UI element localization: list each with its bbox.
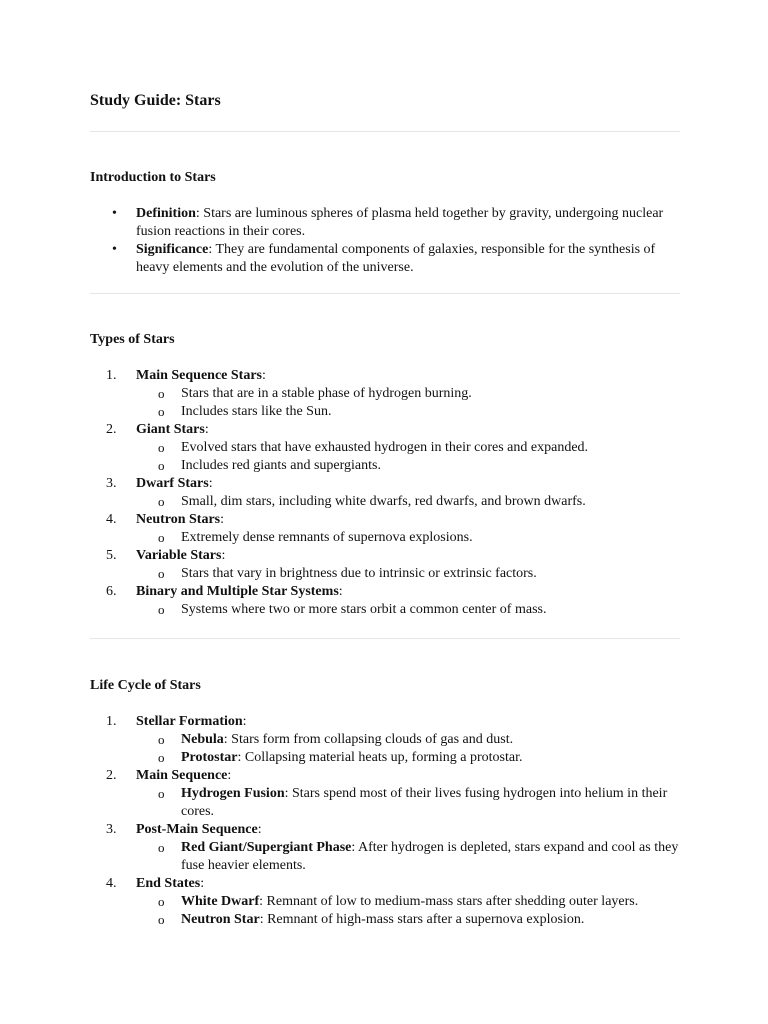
- section-heading-lifecycle: Life Cycle of Stars: [90, 678, 201, 693]
- sub-item-text: Small, dim stars, including white dwarfs, red dwarfs, and brown dwarfs.: [181, 494, 586, 509]
- circle-bullet-icon: o: [158, 530, 165, 545]
- item-number: 4.: [106, 512, 117, 527]
- sub-item-term: Protostar: [181, 750, 238, 765]
- sub-item-text: : After hydrogen is depleted, stars expand and cool as they fuse heavier elements.: [181, 840, 679, 873]
- divider: [90, 131, 680, 132]
- circle-bullet-icon: o: [158, 894, 165, 909]
- section-heading-intro: Introduction to Stars: [90, 170, 216, 185]
- sub-item-term: Nebula: [181, 732, 224, 747]
- list-item: [90, 421, 680, 475]
- sub-item-text: : Remnant of high-mass stars after a supernova explosion.: [259, 912, 585, 927]
- sub-list: [136, 601, 680, 619]
- sub-item: [90, 493, 680, 511]
- item-term: Neutron Stars: [136, 512, 221, 527]
- item-suffix: :: [338, 584, 343, 599]
- sub-item: [90, 785, 680, 821]
- item-suffix: :: [227, 768, 232, 783]
- item-term: Binary and Multiple Star Systems: [136, 584, 339, 599]
- sub-item: [90, 911, 680, 929]
- list-item: [90, 583, 680, 619]
- item-number: 1.: [106, 368, 117, 383]
- list-item: [90, 241, 680, 277]
- section-heading-types: Types of Stars: [90, 332, 175, 347]
- sub-item-term: Neutron Star: [181, 912, 260, 927]
- list-item: [90, 475, 680, 511]
- list-item: [90, 767, 680, 821]
- sub-list: [136, 565, 680, 583]
- bullet-icon: •: [112, 206, 117, 221]
- circle-bullet-icon: o: [158, 440, 165, 455]
- item-number: 3.: [106, 476, 117, 491]
- sub-item-text: Includes stars like the Sun.: [181, 404, 332, 419]
- item-suffix: :: [242, 714, 247, 729]
- circle-bullet-icon: o: [158, 602, 165, 617]
- sub-list: [136, 529, 680, 547]
- item-number: 1.: [106, 714, 117, 729]
- list-item: [90, 367, 680, 421]
- item-number: 6.: [106, 584, 117, 599]
- sub-item: [90, 565, 680, 583]
- item-suffix: :: [200, 876, 205, 891]
- sub-list: [136, 439, 680, 475]
- sub-item: [90, 749, 680, 767]
- sub-item-text: Stars that are in a stable phase of hydrogen burning.: [181, 386, 472, 401]
- item-number: 3.: [106, 822, 117, 837]
- item-number: 5.: [106, 548, 117, 563]
- circle-bullet-icon: o: [158, 494, 165, 509]
- sub-item-text: Systems where two or more stars orbit a common center of mass.: [181, 602, 547, 617]
- item-suffix: :: [262, 368, 266, 383]
- sub-item: [90, 839, 680, 875]
- sub-list: [136, 493, 680, 511]
- types-list: [90, 367, 680, 619]
- item-suffix: :: [204, 422, 209, 437]
- item-term: Significance: [136, 242, 209, 257]
- sub-item-text: Stars that vary in brightness due to intrinsic or extrinsic factors.: [181, 566, 537, 581]
- sub-item: [90, 403, 680, 421]
- sub-list: [136, 785, 680, 821]
- sub-item-text: Extremely dense remnants of supernova explosions.: [181, 530, 473, 545]
- item-number: 4.: [106, 876, 117, 891]
- sub-list: [136, 385, 680, 421]
- circle-bullet-icon: o: [158, 404, 165, 419]
- circle-bullet-icon: o: [158, 566, 165, 581]
- list-item: [90, 511, 680, 547]
- item-term: Main Sequence: [136, 768, 228, 783]
- sub-item-term: Red Giant/Supergiant Phase: [181, 840, 352, 855]
- sub-item-text: Evolved stars that have exhausted hydrogen in their cores and expanded.: [181, 440, 589, 455]
- sub-list: [136, 731, 680, 767]
- circle-bullet-icon: o: [158, 912, 165, 927]
- sub-item: [90, 385, 680, 403]
- sub-item-text: : Collapsing material heats up, forming a protostar.: [237, 750, 523, 765]
- sub-item-term: Hydrogen Fusion: [181, 786, 285, 801]
- circle-bullet-icon: o: [158, 750, 165, 765]
- sub-item-text: : Remnant of low to medium-mass stars after shedding outer layers.: [259, 894, 639, 909]
- item-term: Stellar Formation: [136, 714, 243, 729]
- list-item: [90, 875, 680, 929]
- sub-item: [90, 529, 680, 547]
- sub-list: [136, 893, 680, 929]
- sub-item: [90, 893, 680, 911]
- item-term: Dwarf Stars: [136, 476, 209, 491]
- item-term: Variable Stars: [136, 548, 222, 563]
- sub-item: [90, 601, 680, 619]
- item-term: Giant Stars: [136, 422, 205, 437]
- item-term: Post-Main Sequence: [136, 822, 258, 837]
- sub-item-text: : Stars spend most of their lives fusing hydrogen into helium in their cores.: [181, 786, 668, 819]
- bullet-icon: •: [112, 242, 117, 257]
- item-term: End States: [136, 876, 201, 891]
- sub-list: [136, 839, 680, 875]
- item-suffix: :: [220, 512, 225, 527]
- divider: [90, 293, 680, 294]
- sub-item-text: : Stars form from collapsing clouds of gas and dust.: [223, 732, 514, 747]
- item-term: Main Sequence Stars: [136, 368, 262, 383]
- item-number: 2.: [106, 422, 117, 437]
- item-suffix: :: [221, 548, 226, 563]
- sub-item: [90, 439, 680, 457]
- list-item: [90, 713, 680, 767]
- circle-bullet-icon: o: [158, 840, 165, 855]
- sub-item: [90, 457, 680, 475]
- lifecycle-list: [90, 713, 680, 929]
- circle-bullet-icon: o: [158, 786, 165, 801]
- list-item: [90, 821, 680, 875]
- circle-bullet-icon: o: [158, 458, 165, 473]
- list-item: [90, 205, 680, 241]
- sub-item-text: Includes red giants and supergiants.: [181, 458, 381, 473]
- item-text: : Stars are luminous spheres of plasma held together by gravity, undergoing nuclear fusion reactions in their cores.: [136, 206, 664, 239]
- list-item: [90, 547, 680, 583]
- sub-item-term: White Dwarf: [181, 894, 260, 909]
- item-suffix: :: [208, 476, 213, 491]
- item-text: : They are fundamental components of galaxies, responsible for the synthesis of heavy elements and the evolution of the universe.: [136, 242, 656, 275]
- item-term: Definition: [136, 206, 196, 221]
- sub-item: [90, 731, 680, 749]
- intro-list: [90, 205, 680, 277]
- circle-bullet-icon: o: [158, 386, 165, 401]
- item-suffix: :: [257, 822, 262, 837]
- page-title: Study Guide: Stars: [90, 92, 221, 109]
- circle-bullet-icon: o: [158, 732, 165, 747]
- divider: [90, 638, 680, 639]
- item-number: 2.: [106, 768, 117, 783]
